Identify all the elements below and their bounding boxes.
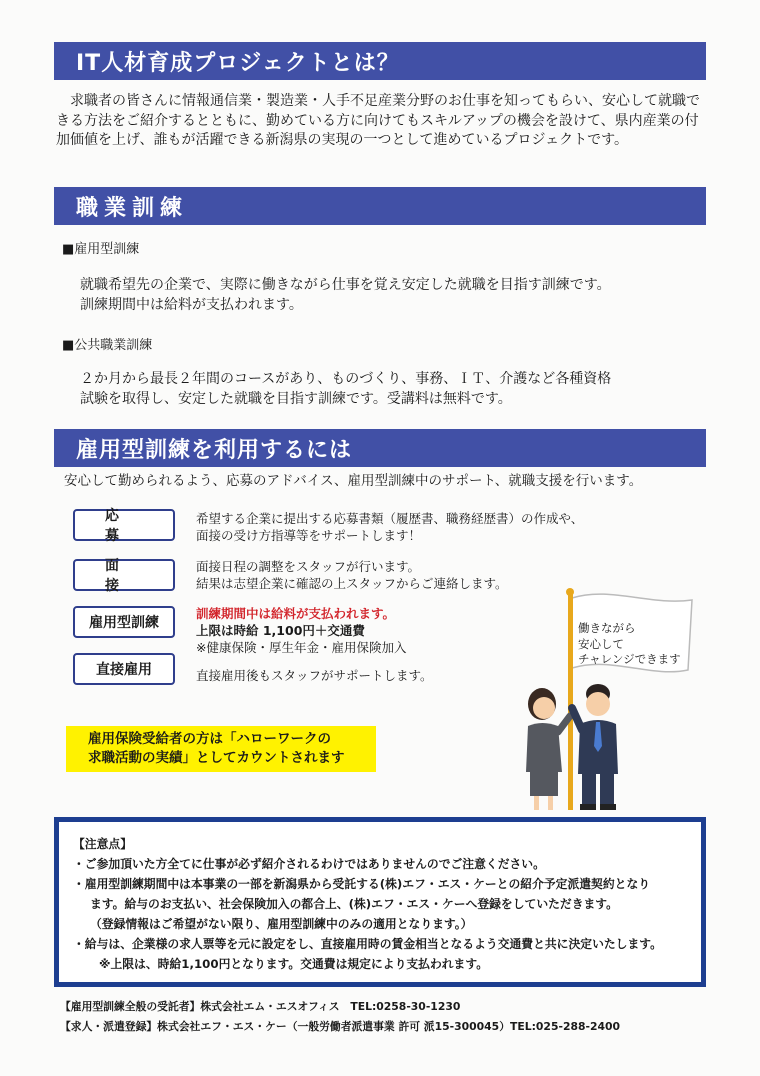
- step-apply-line1: 希望する企業に提出する応募書類（履歴書、職務経歴書）の作成や、: [196, 511, 584, 526]
- section-title-how-to-use: 雇用型訓練を利用するには: [54, 429, 706, 467]
- public-training-line1: ２か月から最長２年間のコースがあり、ものづくり、事務、ＩＴ、介護など各種資格: [80, 371, 612, 387]
- step-direct-hire-line1: 直接雇用後もスタッフがサポートします。: [196, 668, 433, 683]
- flag-line2: 安心して: [578, 636, 624, 651]
- notes-heading: 【注意点】: [73, 837, 132, 851]
- employment-training-line2: 訓練期間中は給料が支払われます。: [80, 296, 303, 313]
- project-description: 求職者の皆さんに情報通信業・製造業・人手不足産業分野のお仕事を知ってもらい、安心して就職できる方法をご紹介するとともに、勤めている方に向けてもスキルアップの機会を設けて、県内産業の付加価値を上げ、誰もが活躍できる新潟県の実現の一つとして進めているプロジェクトです。: [56, 93, 700, 148]
- public-training-line2: 試験を取得し、安定した就職を目指す訓練です。受講料は無料です。: [80, 390, 512, 407]
- notes-box: [54, 817, 706, 987]
- section-title-training: 職業訓練: [54, 187, 706, 225]
- public-training-heading: ■公共職業訓練: [62, 338, 153, 353]
- section-title-project: IT人材育成プロジェクトとは？: [54, 42, 706, 80]
- flag-people-illustration: [500, 586, 700, 812]
- notes-line1: ・ご参加頂いた方全てに仕事が必ず紹介されるわけではありませんのでご注意ください。: [73, 857, 545, 871]
- highlight-line1: 雇用保険受給者の方は「ハローワークの: [88, 731, 331, 747]
- step-apply-text: [196, 510, 626, 544]
- notes-line5: ・給与は、企業様の求人票等を元に設定をし、直接雇用時の賃金相当となるよう交通費と共に決定いたします。: [73, 937, 662, 951]
- flag-line1: 働きながら: [578, 621, 636, 635]
- flag-message: [578, 621, 681, 668]
- employment-training-heading: ■雇用型訓練: [62, 242, 140, 257]
- how-to-use-lead: 安心して勤められるよう、応募のアドバイス、雇用型訓練中のサポート、就職支援を行います。: [64, 473, 643, 489]
- employment-training-line1: 就職希望先の企業で、実際に働きながら仕事を覚え安定した就職を目指す訓練です。: [80, 277, 611, 293]
- flagpole-icon: [568, 592, 573, 810]
- footer-contact-2: 【求人・派遣登録】株式会社エフ・エス・ケー（一般労働者派遣事業 許可 派15-300045）TEL:025-288-2400: [60, 1020, 621, 1033]
- highlight-line2: 求職活動の実績」としてカウントされます: [88, 750, 345, 766]
- step-training-line3: ※健康保険・厚生年金・雇用保険加入: [196, 640, 407, 655]
- step-training-line2: 上限は時給 1,100円＋交通費: [196, 623, 365, 638]
- employment-training-description: [80, 276, 680, 315]
- flag-line3: チャレンジできます: [578, 652, 681, 666]
- notes-line2: ・雇用型訓練期間中は本事業の一部を新潟県から受託する(株)エフ・エス・ケーとの紹介予定派遣契約となり: [73, 877, 651, 891]
- hellowork-highlight: [66, 726, 376, 772]
- step-training-line1: 訓練期間中は給料が支払われます。: [196, 606, 396, 621]
- step-interview-line2: 結果は志望企業に確認の上スタッフからご連絡します。: [196, 576, 508, 591]
- step-interview-line1: 面接日程の調整をスタッフが行います。: [196, 559, 421, 574]
- step-training-label: 雇用型訓練: [73, 606, 175, 638]
- step-apply-line2: 面接の受け方指導等をサポートします！: [196, 528, 422, 543]
- step-direct-hire-label: 直接雇用: [73, 653, 175, 685]
- notes-line3: ます。給与のお支払い、社会保険加入の都合上、(株)エフ・エス・ケーへ登録をしていただきます。: [90, 897, 618, 911]
- notes-line4: （登録情報はご希望がない限り、雇用型訓練中のみの適用となります。）: [90, 917, 473, 931]
- footer-contact-1: 【雇用型訓練全般の受託者】株式会社エム・エスオフィス TEL:0258-30-1230: [60, 1000, 461, 1013]
- public-training-description: [80, 370, 680, 409]
- step-interview-label: 面接: [73, 559, 175, 591]
- woman-figure-icon: [526, 688, 570, 810]
- man-figure-icon: [572, 684, 618, 810]
- step-apply-label: 応募: [73, 509, 175, 541]
- notes-line6: ※上限は、時給1,100円となります。交通費は規定により支払われます。: [99, 957, 489, 971]
